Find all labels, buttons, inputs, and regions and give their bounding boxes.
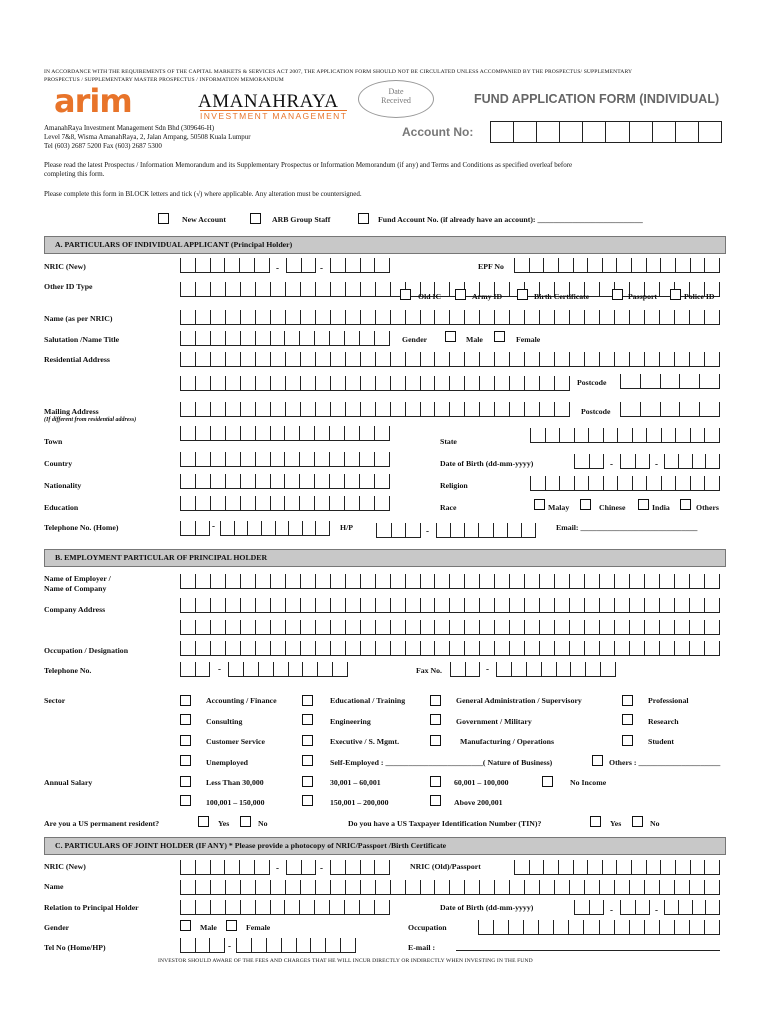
joint-female-label: Female: [246, 923, 271, 932]
old-ic-checkbox[interactable]: [400, 289, 411, 300]
tel-home-number[interactable]: [220, 521, 330, 536]
dob-month[interactable]: [620, 454, 650, 469]
mailing-postcode-label: Postcode: [581, 407, 611, 416]
joint-dob-label: Date of Birth (dd-mm-yyyy): [440, 903, 534, 912]
nric-part-1[interactable]: [180, 258, 270, 273]
dash: -: [320, 863, 323, 873]
sector-government-checkbox[interactable]: [430, 714, 441, 725]
us-resident-question: Are you a US permanent resident?: [44, 819, 160, 828]
fund-account-label: Fund Account No. (if already have an account): ___________________________: [378, 215, 643, 224]
fax-number[interactable]: [496, 662, 616, 677]
state-boxes[interactable]: [530, 428, 720, 443]
date-received-line-2: Received: [381, 96, 411, 105]
joint-nric-part-1[interactable]: [180, 860, 270, 875]
nric-new-label: NRIC (New): [44, 262, 86, 271]
sector-manufacturing-label: Manufacturing / Operations: [460, 737, 554, 746]
joint-nric-old-boxes[interactable]: [514, 860, 720, 875]
joint-nric-part-2[interactable]: [286, 860, 316, 875]
sector-executive-checkbox[interactable]: [302, 735, 313, 746]
birth-cert-label: Birth Certificate: [534, 292, 590, 301]
joint-email-field[interactable]: [456, 950, 720, 951]
dash: -: [610, 905, 613, 915]
passport-checkbox[interactable]: [612, 289, 623, 300]
company-contact: Tel (603) 2687 5200 Fax (603) 2687 5300: [44, 142, 162, 150]
residential-address-label: Residential Address: [44, 355, 110, 364]
section-a-header: A. PARTICULARS OF INDIVIDUAL APPLICANT (Principal Holder): [44, 236, 726, 254]
mailing-line-1[interactable]: [180, 402, 570, 417]
sector-others-checkbox[interactable]: [592, 755, 603, 766]
sector-professional-label: Professional: [648, 696, 689, 705]
sector-education-label: Educational / Training: [330, 696, 406, 705]
relation-label: Relation to Principal Holder: [44, 903, 139, 912]
occupation-boxes[interactable]: [180, 641, 720, 656]
us-resident-no-checkbox[interactable]: [240, 816, 251, 827]
salary-above-200k-checkbox[interactable]: [430, 795, 441, 806]
joint-tel-prefix[interactable]: [180, 938, 225, 953]
occupation-label: Occupation / Designation: [44, 646, 129, 655]
dash: -: [218, 664, 221, 674]
sector-education-checkbox[interactable]: [302, 695, 313, 706]
us-resident-yes-checkbox[interactable]: [198, 816, 209, 827]
us-resident-yes-label: Yes: [218, 819, 230, 828]
salary-above-200k-label: Above 200,001: [454, 798, 503, 807]
army-id-checkbox[interactable]: [455, 289, 466, 300]
town-label: Town: [44, 437, 63, 446]
dash: -: [486, 664, 489, 674]
relation-boxes[interactable]: [180, 900, 390, 915]
sector-consulting-checkbox[interactable]: [180, 714, 191, 725]
sector-unemployed-checkbox[interactable]: [180, 755, 191, 766]
police-id-checkbox[interactable]: [670, 289, 681, 300]
sector-executive-label: Executive / S. Mgmt.: [330, 737, 400, 746]
joint-name-label: Name: [44, 882, 64, 891]
us-tin-no-checkbox[interactable]: [632, 816, 643, 827]
residential-line-1[interactable]: [180, 352, 720, 367]
fees-notice: INVESTOR SHOULD AWARE OF THE FEES AND CHARGES THAT HE WILL INCUR DIRECTLY OR INDIRECTLY WHEN INVESTING IN THE FUND: [158, 958, 533, 964]
joint-nric-part-3[interactable]: [330, 860, 390, 875]
race-malay-checkbox[interactable]: [534, 499, 545, 510]
army-id-label: Army ID: [472, 292, 503, 301]
dash: -: [426, 526, 429, 536]
dob-label: Date of Birth (dd-mm-yyyy): [440, 459, 534, 468]
joint-occupation-boxes[interactable]: [478, 920, 720, 935]
annual-salary-label: Annual Salary: [44, 778, 93, 787]
sector-self-employed-checkbox[interactable]: [302, 755, 313, 766]
tel-home-label: Telephone No. (Home): [44, 523, 119, 532]
joint-dob-day[interactable]: [574, 900, 604, 915]
sector-engineering-label: Engineering: [330, 717, 371, 726]
fax-area[interactable]: [450, 662, 480, 677]
sector-self-employed-label: Self-Employed : _________________________( Nature of Business): [330, 758, 553, 767]
sector-engineering-checkbox[interactable]: [302, 714, 313, 725]
salutation-label: Salutation /Name Title: [44, 335, 120, 344]
sector-accounting-label: Accounting / Finance: [206, 696, 277, 705]
us-resident-no-label: No: [258, 819, 268, 828]
sector-others-label: Others : _____________________: [609, 758, 721, 767]
female-label: Female: [516, 335, 541, 344]
joint-gender-label: Gender: [44, 923, 70, 932]
dash: -: [655, 905, 658, 915]
instruction-block-letters: Please complete this form in BLOCK letters and tick (√) where applicable. Any alteration must be countersigned.: [44, 190, 362, 198]
sector-label: Sector: [44, 696, 66, 705]
instruction-line-1: Please read the latest Prospectus / Information Memorandum and its Supplementary Prospectus or Information Memorandum (if any) and Terms and Conditions as specified overleaf before: [44, 161, 573, 169]
sector-accounting-checkbox[interactable]: [180, 695, 191, 706]
tel-home-area[interactable]: [180, 521, 210, 536]
dob-day[interactable]: [574, 454, 604, 469]
sector-professional-checkbox[interactable]: [622, 695, 633, 706]
dash: -: [276, 263, 279, 273]
race-india-checkbox[interactable]: [638, 499, 649, 510]
sector-student-checkbox[interactable]: [622, 735, 633, 746]
state-label: State: [440, 437, 457, 446]
postcode-label: Postcode: [577, 378, 607, 387]
company-address-line-2[interactable]: [180, 620, 720, 635]
us-tin-question: Do you have a US Taxpayer Identification Number (TIN)?: [348, 819, 542, 828]
sector-customer-service-label: Customer Service: [206, 737, 265, 746]
country-label: Country: [44, 459, 73, 468]
salary-60-100k-label: 60,001 – 100,000: [454, 778, 509, 787]
new-account-label: New Account: [182, 215, 226, 224]
male-checkbox[interactable]: [445, 331, 456, 342]
joint-nric-old-label: NRIC (Old)/Passport: [410, 862, 481, 871]
company-telephone-label: Telephone No.: [44, 666, 92, 675]
dash: -: [276, 863, 279, 873]
race-chinese-label: Chinese: [599, 503, 626, 512]
employer-boxes[interactable]: [180, 574, 720, 589]
company-address-line-1[interactable]: [180, 598, 720, 613]
joint-email-label: E-mail :: [408, 943, 436, 952]
salary-no-income-checkbox[interactable]: [542, 776, 553, 787]
company-name: AmanahRaya Investment Management Sdn Bhd (309646-H): [44, 124, 215, 132]
female-checkbox[interactable]: [494, 331, 505, 342]
sector-general-admin-label: General Administration / Supervisory: [456, 696, 582, 705]
dash: -: [610, 459, 613, 469]
salary-30-60k-checkbox[interactable]: [302, 776, 313, 787]
joint-male-label: Male: [200, 923, 217, 932]
salary-150-200k-checkbox[interactable]: [302, 795, 313, 806]
joint-occupation-label: Occupation: [408, 923, 447, 932]
company-address: Level 7&8, Wisma AmanahRaya, 2, Jalan Ampang, 50508 Kuala Lumpur: [44, 133, 251, 141]
arb-staff-checkbox[interactable]: [250, 213, 261, 224]
joint-dob-year[interactable]: [664, 900, 720, 915]
salary-lt-30k-label: Less Than 30,000: [206, 778, 264, 787]
religion-boxes[interactable]: [530, 476, 720, 491]
name-label: Name (as per NRIC): [44, 314, 113, 323]
sector-customer-service-checkbox[interactable]: [180, 735, 191, 746]
joint-nric-new-label: NRIC (New): [44, 862, 86, 871]
birth-cert-checkbox[interactable]: [517, 289, 528, 300]
race-others-label: Others: [696, 503, 719, 512]
salary-30-60k-label: 30,001 – 60,001: [330, 778, 381, 787]
other-id-label: Other ID Type: [44, 282, 93, 291]
joint-tel-number[interactable]: [236, 938, 356, 953]
instruction-line-2: completing this form.: [44, 170, 105, 178]
sector-manufacturing-checkbox[interactable]: [430, 735, 441, 746]
dash: -: [212, 521, 215, 531]
logo-sub: INVESTMENT MANAGEMENT: [200, 111, 348, 121]
dob-year[interactable]: [664, 454, 720, 469]
nationality-label: Nationality: [44, 481, 82, 490]
arb-staff-label: ARB Group Staff: [272, 215, 331, 224]
education-label: Education: [44, 503, 79, 512]
date-received-line-1: Date: [388, 87, 404, 96]
new-account-checkbox[interactable]: [158, 213, 169, 224]
race-label: Race: [440, 503, 457, 512]
male-label: Male: [466, 335, 483, 344]
hp-label: H/P: [340, 523, 353, 532]
notice-line-1: IN ACCORDANCE WITH THE REQUIREMENTS OF THE CAPITAL MARKETS & SERVICES ACT 2007, THE APPLICATION FORM SHOULD NOT BE CIRCULATED UNLESS ACCOMPANIED BY THE PROSPECTUS/ SUPPLEMENTARY: [44, 69, 633, 75]
notice-line-2: PROSPECTUS / SUPPLEMENTARY MASTER PROSPECTUS / INFORMATION MEMORANDUM: [44, 77, 284, 83]
nationality-boxes[interactable]: [180, 474, 390, 489]
sector-general-admin-checkbox[interactable]: [430, 695, 441, 706]
date-received-stamp: [358, 80, 434, 118]
company-tel-number[interactable]: [228, 662, 348, 677]
nric-part-2[interactable]: [286, 258, 316, 273]
race-chinese-checkbox[interactable]: [580, 499, 591, 510]
hp-number[interactable]: [436, 523, 536, 538]
dash: -: [320, 263, 323, 273]
race-others-checkbox[interactable]: [680, 499, 691, 510]
employer-label-line-2: Name of Company: [44, 584, 107, 593]
salary-lt-30k-checkbox[interactable]: [180, 776, 191, 787]
joint-tel-label: Tel No (Home/HP): [44, 943, 106, 952]
country-boxes[interactable]: [180, 452, 390, 467]
company-address-label: Company Address: [44, 605, 106, 614]
sector-research-label: Research: [648, 717, 679, 726]
hp-prefix[interactable]: [376, 523, 421, 538]
joint-male-checkbox[interactable]: [180, 920, 191, 931]
salutation-boxes[interactable]: [180, 331, 390, 346]
section-c-header: C. PARTICULARS OF JOINT HOLDER (IF ANY) * Please provide a photocopy of NRIC/Passport /Birth Certificate: [44, 837, 726, 855]
employer-label: [44, 574, 111, 594]
race-india-label: India: [652, 503, 670, 512]
us-tin-no-label: No: [650, 819, 660, 828]
account-no-label: Account No:: [402, 125, 474, 139]
company-info: [44, 124, 251, 151]
nric-part-3[interactable]: [330, 258, 390, 273]
town-boxes[interactable]: [180, 426, 390, 441]
us-tin-yes-checkbox[interactable]: [590, 816, 601, 827]
race-malay-label: Malay: [548, 503, 570, 512]
epf-no-boxes[interactable]: [514, 258, 720, 273]
salary-100-150k-checkbox[interactable]: [180, 795, 191, 806]
religion-label: Religion: [440, 481, 468, 490]
logo-name: AMANAHRAYA: [198, 91, 339, 112]
instructions: [44, 161, 734, 179]
sector-government-label: Government / Military: [456, 717, 532, 726]
mailing-postcode-boxes[interactable]: [620, 402, 720, 417]
gender-label: Gender: [402, 335, 428, 344]
name-boxes[interactable]: [180, 310, 720, 325]
us-tin-yes-label: Yes: [610, 819, 622, 828]
logo-mark: arim: [54, 82, 132, 120]
form-title: FUND APPLICATION FORM (INDIVIDUAL): [474, 92, 720, 106]
epf-no-label: EPF No: [478, 262, 504, 271]
section-b-header: B. EMPLOYMENT PARTICULAR OF PRINCIPAL HOLDER: [44, 549, 726, 567]
passport-label: Passport: [628, 292, 658, 301]
employer-label-line-1: Name of Employer /: [44, 574, 111, 583]
sector-consulting-label: Consulting: [206, 717, 243, 726]
residential-line-2[interactable]: [180, 376, 570, 391]
dash: -: [228, 941, 231, 951]
education-boxes[interactable]: [180, 496, 390, 511]
email-field[interactable]: Email: ______________________________: [556, 523, 698, 532]
joint-name-boxes[interactable]: [180, 880, 720, 895]
joint-female-checkbox[interactable]: [226, 920, 237, 931]
account-no-boxes[interactable]: [490, 121, 722, 143]
fax-label: Fax No.: [416, 666, 442, 675]
dash: -: [655, 459, 658, 469]
joint-dob-month[interactable]: [620, 900, 650, 915]
sector-unemployed-label: Unemployed: [206, 758, 249, 767]
police-id-label: Police ID: [684, 292, 715, 301]
salary-100-150k-label: 100,001 – 150,000: [206, 798, 265, 807]
fund-account-checkbox[interactable]: [358, 213, 369, 224]
old-ic-label: Old IC: [418, 292, 442, 301]
mailing-address-label: Mailing Address: [44, 407, 99, 416]
salary-150-200k-label: 150,001 – 200,000: [330, 798, 389, 807]
postcode-boxes[interactable]: [620, 374, 720, 389]
salary-60-100k-checkbox[interactable]: [430, 776, 441, 787]
sector-student-label: Student: [648, 737, 674, 746]
salary-no-income-label: No Income: [570, 778, 607, 787]
mailing-address-note: (If different from residential address): [44, 417, 137, 423]
sector-research-checkbox[interactable]: [622, 714, 633, 725]
company-tel-area[interactable]: [180, 662, 210, 677]
